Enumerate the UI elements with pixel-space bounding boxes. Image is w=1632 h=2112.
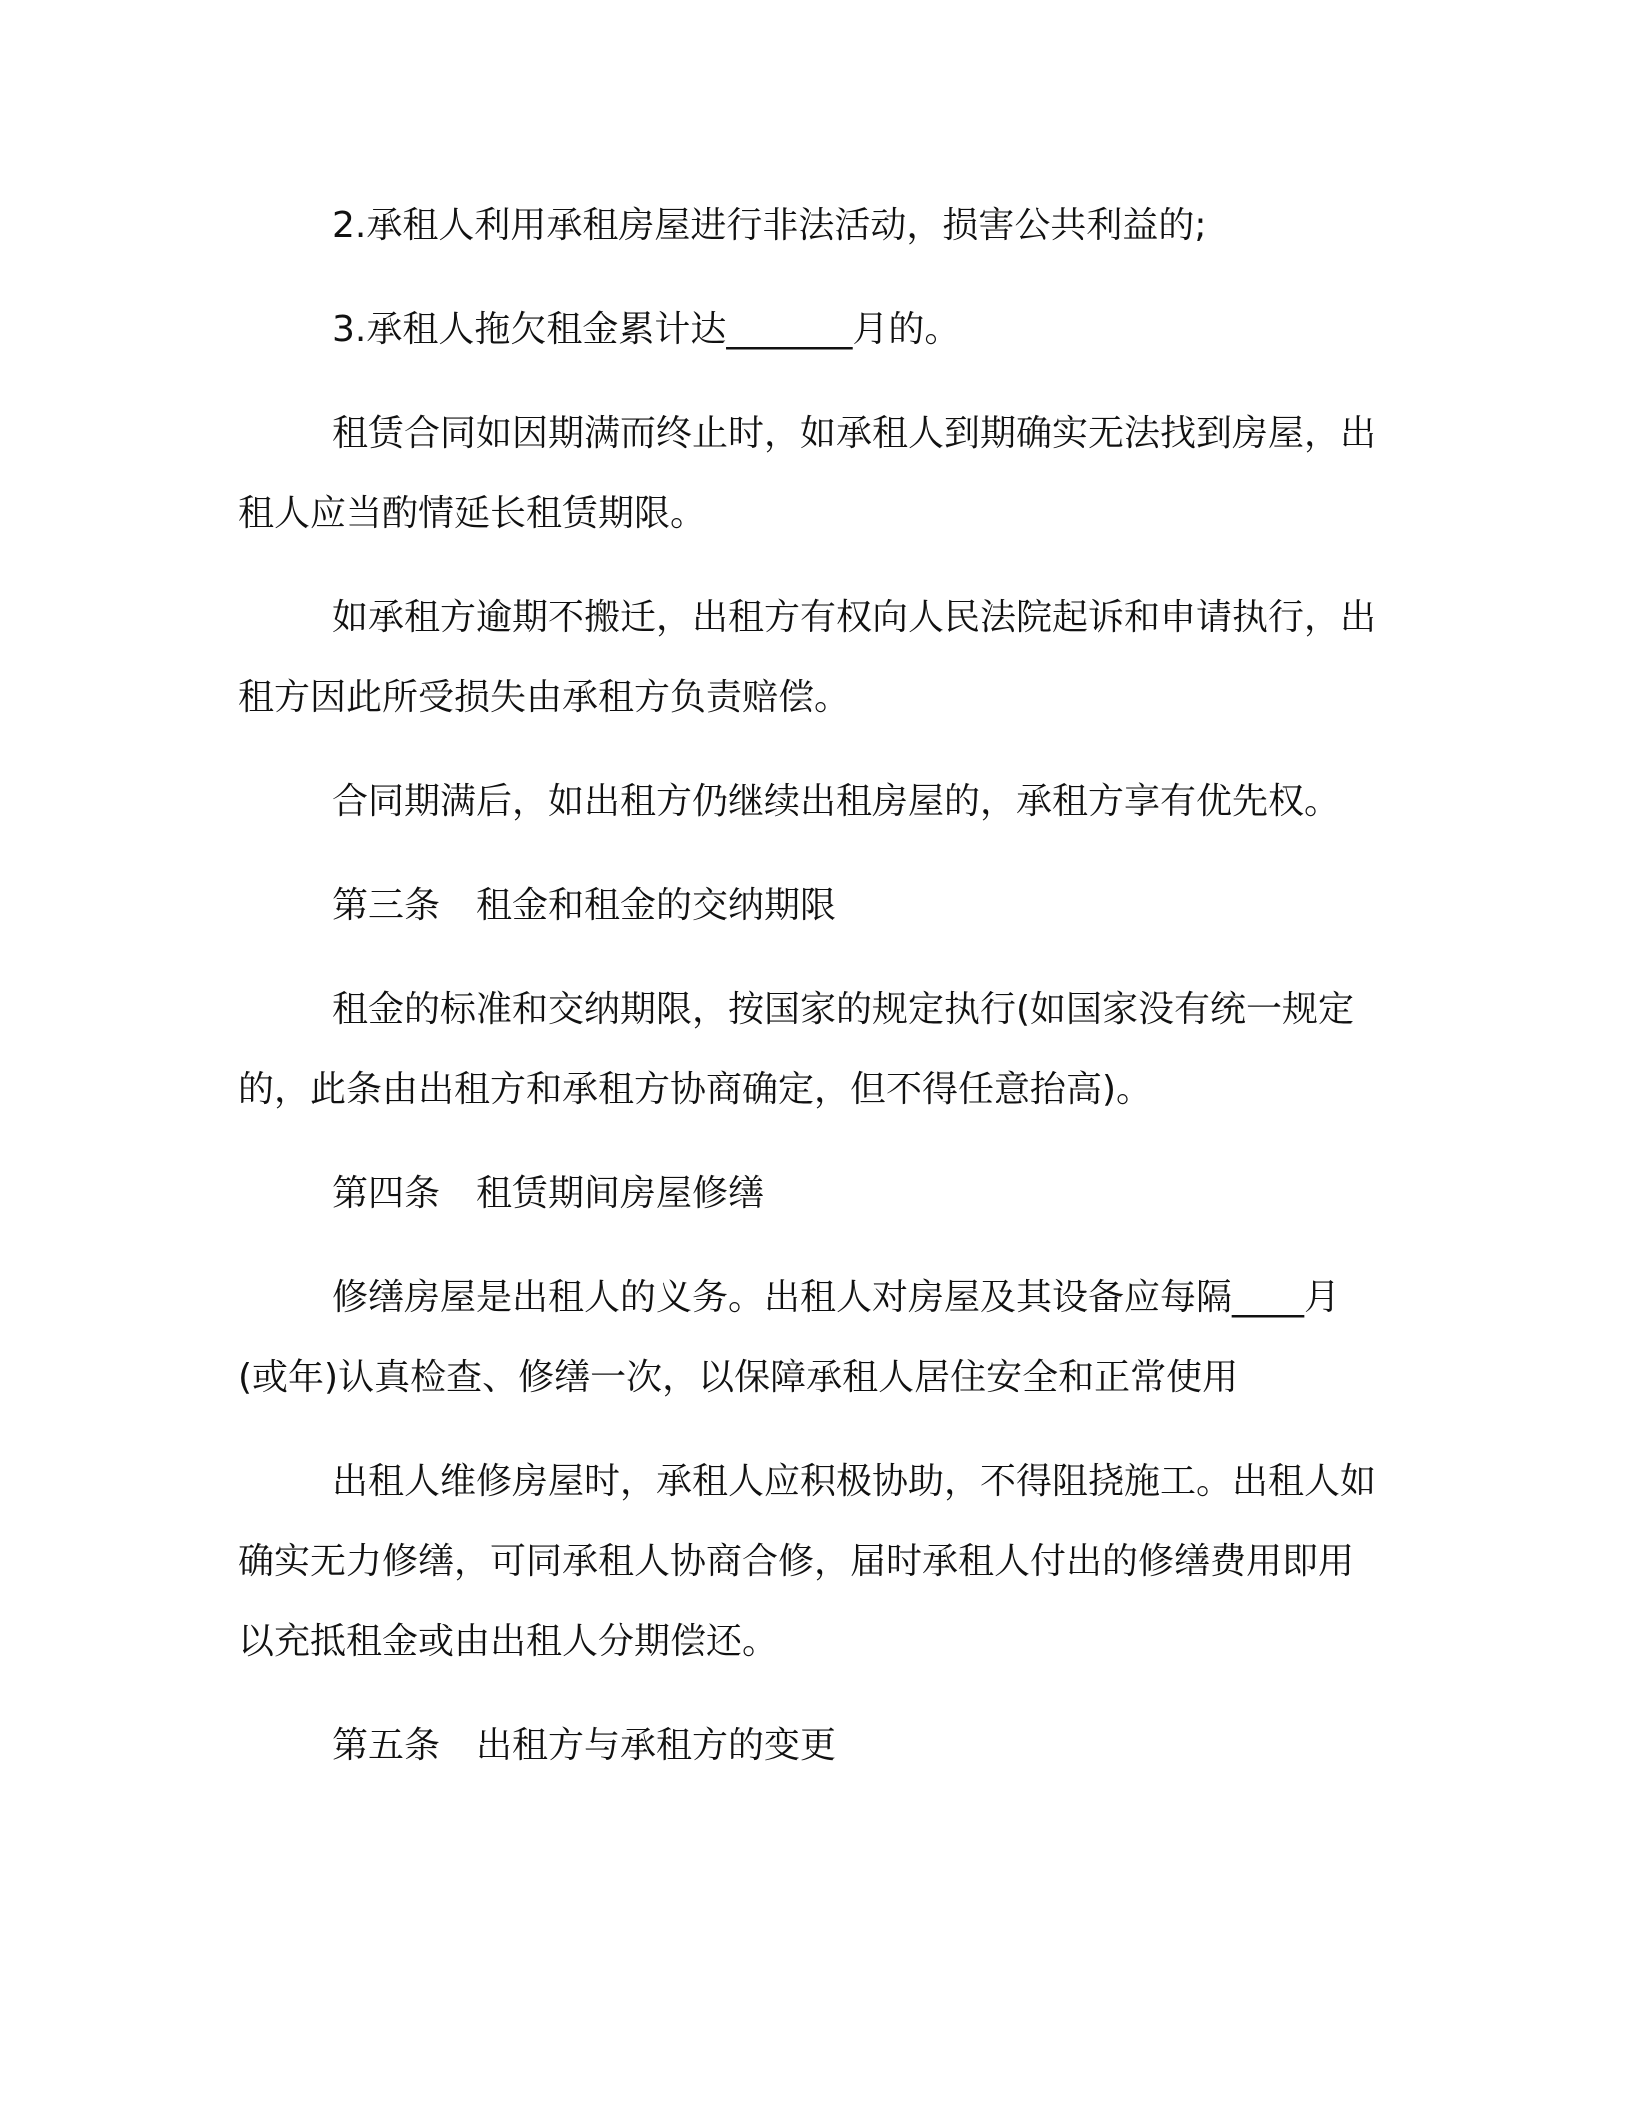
paragraph-rent-standard: 租金的标准和交纳期限，按国家的规定执行(如国家没有统一规定的，此条由出租方和承租方协商确定，但不得任意抬高)。 xyxy=(238,989,1355,1110)
paragraph-priority-right: 合同期满后，如出租方仍继续出租房屋的，承租方享有优先权。 xyxy=(332,781,1341,822)
article-5-heading: 第五条 出租方与承租方的变更 xyxy=(332,1725,837,1766)
document-body xyxy=(238,186,1384,1810)
paragraph-overdue-move: 如承租方逾期不搬迁，出租方有权向人民法院起诉和申请执行，出租方因此所受损失由承租方负责赔偿。 xyxy=(238,597,1377,718)
article-4-heading: 第四条 租赁期间房屋修缮 xyxy=(332,1173,765,1214)
clause-item-3: 3.承租人拖欠租金累计达_______月的。 xyxy=(332,309,961,350)
paragraph-repair-duty: 修缮房屋是出租人的义务。出租人对房屋及其设备应每隔____月(或年)认真检查、修缮一次，以保障承租人居住安全和正常使用 xyxy=(238,1277,1341,1398)
paragraph-repair-cooperation: 出租人维修房屋时，承租人应积极协助，不得阻挠施工。出租人如确实无力修缮，可同承租人协商合修，届时承租人付出的修缮费用即用以充抵租金或由出租人分期偿还。 xyxy=(238,1461,1377,1662)
article-3-heading: 第三条 租金和租金的交纳期限 xyxy=(332,885,837,926)
paragraph-lease-expiry: 租赁合同如因期满而终止时，如承租人到期确实无法找到房屋，出租人应当酌情延长租赁期限。 xyxy=(238,413,1377,534)
clause-item-2: 2.承租人利用承租房屋进行非法活动，损害公共利益的; xyxy=(332,205,1207,246)
